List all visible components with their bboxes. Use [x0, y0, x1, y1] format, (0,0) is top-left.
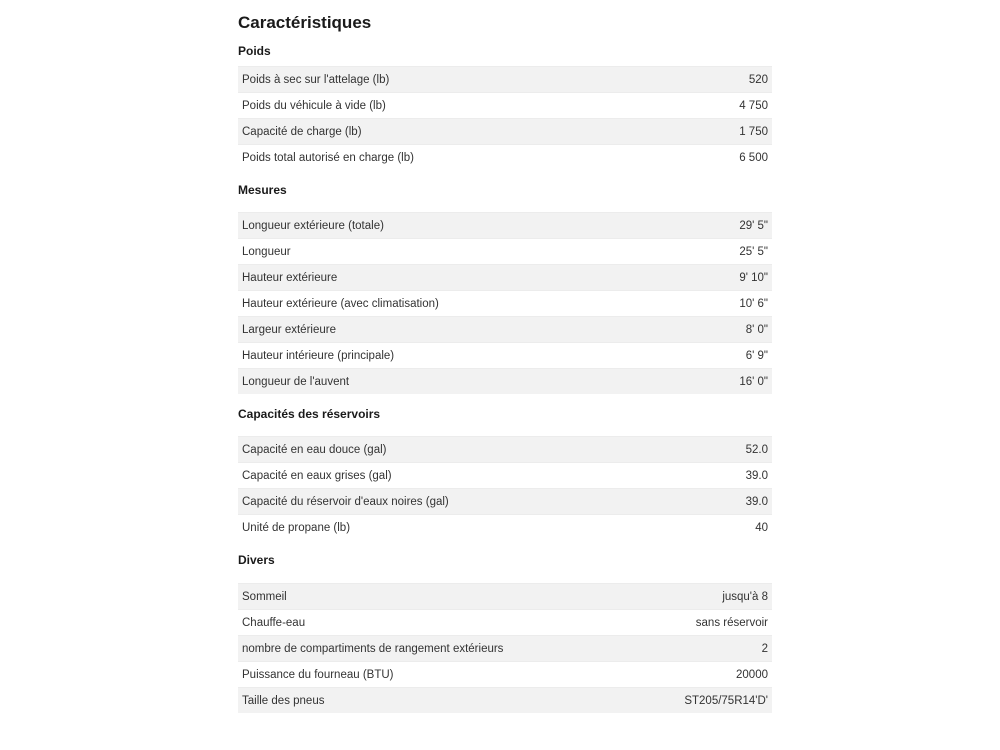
spec-row	[238, 515, 772, 541]
spec-value: 39.0	[706, 463, 772, 489]
spec-value: 16' 0"	[691, 369, 772, 395]
spec-label: nombre de compartiments de rangement extérieurs	[238, 636, 636, 662]
spec-label: Hauteur intérieure (principale)	[238, 343, 691, 369]
spec-row	[238, 369, 772, 395]
specifications-panel	[238, 8, 772, 713]
spec-label: Unité de propane (lb)	[238, 515, 706, 541]
spec-label: Puissance du fourneau (BTU)	[238, 662, 636, 688]
section-title-mesures: Mesures	[238, 183, 287, 197]
spec-value: 29' 5"	[691, 213, 772, 239]
spec-value: 4 750	[681, 93, 772, 119]
section-title-capacites-reservoirs: Capacités des réservoirs	[238, 407, 381, 421]
spec-value: jusqu'à 8	[636, 584, 772, 610]
spec-row	[238, 489, 772, 515]
spec-row	[238, 437, 772, 463]
spec-value: 2	[636, 636, 772, 662]
spec-value: 39.0	[706, 489, 772, 515]
spec-label: Capacité du réservoir d'eaux noires (gal)	[238, 489, 706, 515]
spec-value: 52.0	[706, 437, 772, 463]
specs-table-reservoirs	[238, 436, 772, 540]
spec-label: Poids total autorisé en charge (lb)	[238, 145, 681, 171]
spec-row	[238, 145, 772, 171]
spec-row	[238, 213, 772, 239]
spec-row	[238, 688, 772, 714]
spec-value: 6' 9"	[691, 343, 772, 369]
spec-row	[238, 343, 772, 369]
spec-label: Hauteur extérieure (avec climatisation)	[238, 291, 691, 317]
spec-value: 6 500	[681, 145, 772, 171]
spec-row	[238, 636, 772, 662]
spec-row	[238, 662, 772, 688]
spec-row	[238, 93, 772, 119]
spec-label: Chauffe-eau	[238, 610, 636, 636]
spec-value: sans réservoir	[636, 610, 772, 636]
spec-label: Longueur extérieure (totale)	[238, 213, 691, 239]
spec-label: Longueur de l'auvent	[238, 369, 691, 395]
spec-row	[238, 239, 772, 265]
specs-table-mesures	[238, 212, 772, 394]
specs-table-divers	[238, 583, 772, 713]
spec-value: 1 750	[681, 119, 772, 145]
spec-row	[238, 610, 772, 636]
spec-label: Largeur extérieure	[238, 317, 691, 343]
spec-row	[238, 67, 772, 93]
spec-label: Taille des pneus	[238, 688, 636, 714]
spec-value: 25' 5"	[691, 239, 772, 265]
section-title-poids: Poids	[238, 44, 271, 58]
spec-row	[238, 291, 772, 317]
spec-row	[238, 317, 772, 343]
spec-value: 10' 6"	[691, 291, 772, 317]
spec-label: Poids à sec sur l'attelage (lb)	[238, 67, 681, 93]
spec-value: 40	[706, 515, 772, 541]
spec-value: ST205/75R14'D'	[636, 688, 772, 714]
spec-row	[238, 119, 772, 145]
specs-table-poids	[238, 66, 772, 170]
spec-label: Capacité de charge (lb)	[238, 119, 681, 145]
spec-row	[238, 265, 772, 291]
page-title: Caractéristiques	[238, 13, 372, 32]
spec-value: 20000	[636, 662, 772, 688]
section-title-divers: Divers	[238, 553, 275, 567]
spec-value: 9' 10"	[691, 265, 772, 291]
spec-value: 8' 0"	[691, 317, 772, 343]
spec-value: 520	[681, 67, 772, 93]
spec-label: Capacité en eaux grises (gal)	[238, 463, 706, 489]
spec-row	[238, 584, 772, 610]
spec-label: Sommeil	[238, 584, 636, 610]
spec-label: Longueur	[238, 239, 691, 265]
spec-label: Hauteur extérieure	[238, 265, 691, 291]
spec-label: Capacité en eau douce (gal)	[238, 437, 706, 463]
spec-label: Poids du véhicule à vide (lb)	[238, 93, 681, 119]
spec-row	[238, 463, 772, 489]
